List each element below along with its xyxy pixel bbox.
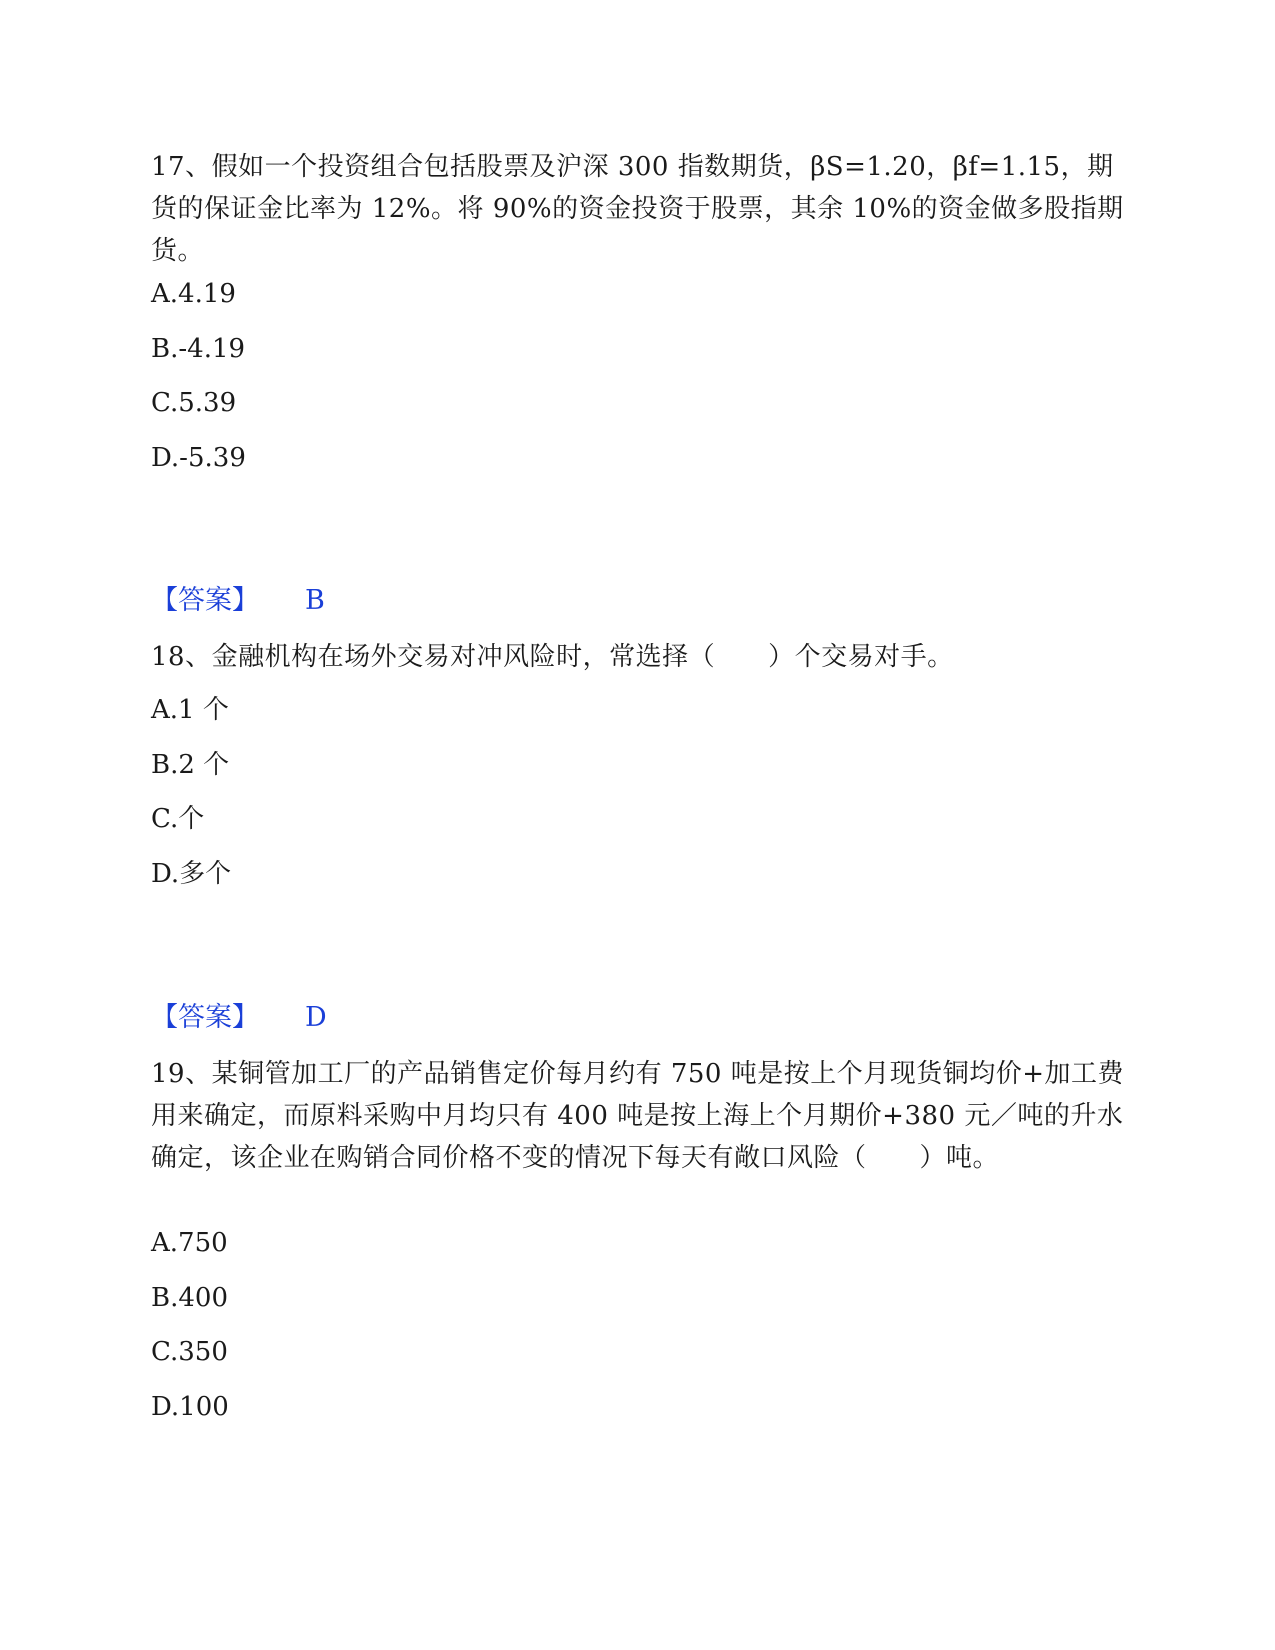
question-18-answer — [151, 1001, 327, 1035]
question-17-answer — [151, 584, 325, 618]
question-19-option-c[interactable]: C.350 — [151, 1337, 228, 1367]
question-18-option-b[interactable]: B.2 个 — [151, 750, 230, 780]
question-18-option-c[interactable]: C.个 — [151, 804, 205, 834]
question-17-option-b[interactable]: B.-4.19 — [151, 334, 246, 364]
question-19-text: 19、某铜管加工厂的产品销售定价每月约有 750 吨是按上个月现货铜均价+加工费用来确定，而原料采购中月均只有 400 吨是按上海上个月期价+380 元／吨的升水确定，该企业在购销合同价格不变的情况下每天有敞口风险（ ）吨。 — [151, 1059, 1125, 1173]
question-19-option-a[interactable]: A.750 — [151, 1228, 228, 1258]
question-19-option-d[interactable]: D.100 — [151, 1392, 229, 1422]
answer-value: B — [305, 585, 325, 616]
question-19-option-b[interactable]: B.400 — [151, 1283, 228, 1313]
answer-label: 【答案】 — [151, 585, 259, 616]
question-18-option-a[interactable]: A.1 个 — [151, 695, 229, 725]
question-18-option-d[interactable]: D.多个 — [151, 859, 232, 889]
question-17-option-a[interactable]: A.4.19 — [151, 279, 236, 309]
answer-label: 【答案】 — [151, 1002, 259, 1033]
question-18-text: 18、金融机构在场外交易对冲风险时，常选择（ ）个交易对手。 — [151, 642, 954, 672]
question-17-option-c[interactable]: C.5.39 — [151, 388, 237, 418]
answer-value: D — [305, 1002, 327, 1033]
question-17-text: 17、假如一个投资组合包括股票及沪深 300 指数期货，βS=1.20，βf=1.15，期货的保证金比率为 12%。将 90%的资金投资于股票，其余 10%的资金做多股指期货。 — [151, 152, 1124, 266]
question-17-option-d[interactable]: D.-5.39 — [151, 443, 246, 473]
